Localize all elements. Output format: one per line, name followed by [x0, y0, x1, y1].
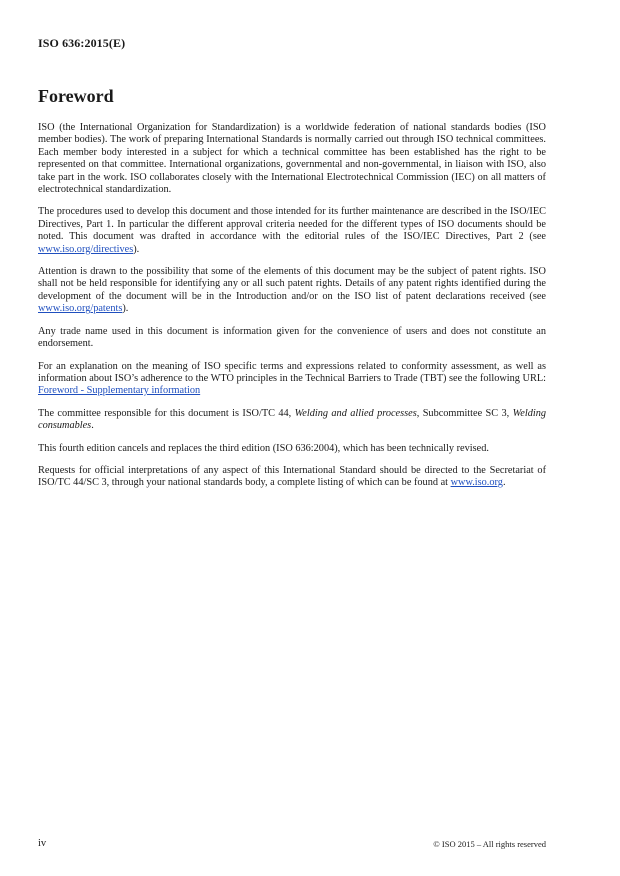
paragraph-iso-federation: ISO (the International Organization for Standardization) is a worldwide federation of national standards bodies (ISO member bodies). The work of preparing International Standards is normally carried out through ISO technical committees. Each member body interested in a subject for which a technical committee has been established has the right to be represented on that committee. International organizations, governmental and non-governmental, in liaison with ISO, also take part in the work. ISO collaborates closely with the International Electrotechnical Commission (IEC) on all matters of electrotechnical standardization.: [38, 122, 546, 196]
iso-website-link[interactable]: www.iso.org: [450, 477, 503, 489]
patents-link[interactable]: www.iso.org/patents: [38, 303, 123, 315]
page-title: Foreword: [38, 86, 114, 106]
paragraph-procedures-end: ).: [133, 243, 140, 255]
foreword-body: [38, 122, 546, 500]
committee-name: Welding and allied processes: [294, 407, 417, 419]
paragraph-patents: [38, 266, 546, 316]
paragraph-edition: This fourth edition cancels and replaces the third edition (ISO 636:2004), which has been technically revised.: [38, 442, 489, 454]
paragraph-conformity: [38, 361, 546, 398]
paragraph-patents-text: Attention is drawn to the possibility that some of the elements of this document may be the subject of patent rights. ISO shall not be held responsible for identifying any or all such patent rights. Details of any patent rights identified during the development of the document will be in the Introduction and/or on the ISO list of patent declarations received (see: [38, 266, 546, 302]
paragraph-procedures: [38, 206, 546, 256]
paragraph-patents-end: ).: [122, 303, 129, 315]
paragraph-trade-name: Any trade name used in this document is information given for the convenience of users and does not constitute an endorsement.: [38, 325, 546, 350]
paragraph-procedures-text: The procedures used to develop this document and those intended for its further maintenance are described in the ISO/IEC Directives, Part 1. In particular the different approval criteria needed for the different types of ISO documents should be noted. This document was drafted in accordance with the editorial rules of the ISO/IEC Directives, Part 2 (see: [38, 206, 546, 243]
paragraph-committee-end: .: [91, 420, 94, 432]
page-number: iv: [38, 838, 47, 849]
subcommittee-name: Welding consumables: [38, 407, 547, 432]
directives-link[interactable]: www.iso.org/directives: [38, 243, 134, 255]
paragraph-interpretations-text: Requests for official interpretations of any aspect of this International Standard should be directed to the Secretariat of ISO/TC 44/SC 3, through your national standards body, a complete listing of which can be found at: [38, 464, 546, 489]
copyright-notice: © ISO 2015 – All rights reserved: [433, 839, 546, 849]
paragraph-committee-text: The committee responsible for this document is ISO/TC 44,: [38, 407, 295, 419]
paragraph-interpretations: [38, 465, 546, 490]
paragraph-committee: [38, 408, 546, 433]
paragraph-interpretations-end: .: [502, 477, 506, 489]
paragraph-conformity-text: For an explanation on the meaning of ISO specific terms and expressions related to conformity assessment, as well as information about ISO’s adherence to the WTO principles in the Technical Barriers to Trade (TBT) see the following URL:: [38, 360, 546, 384]
document-id-header: ISO 636:2015(E): [38, 36, 126, 50]
paragraph-committee-mid: , Subcommittee SC 3,: [416, 407, 513, 419]
supplementary-info-link[interactable]: Foreword - Supplementary information: [38, 385, 201, 397]
